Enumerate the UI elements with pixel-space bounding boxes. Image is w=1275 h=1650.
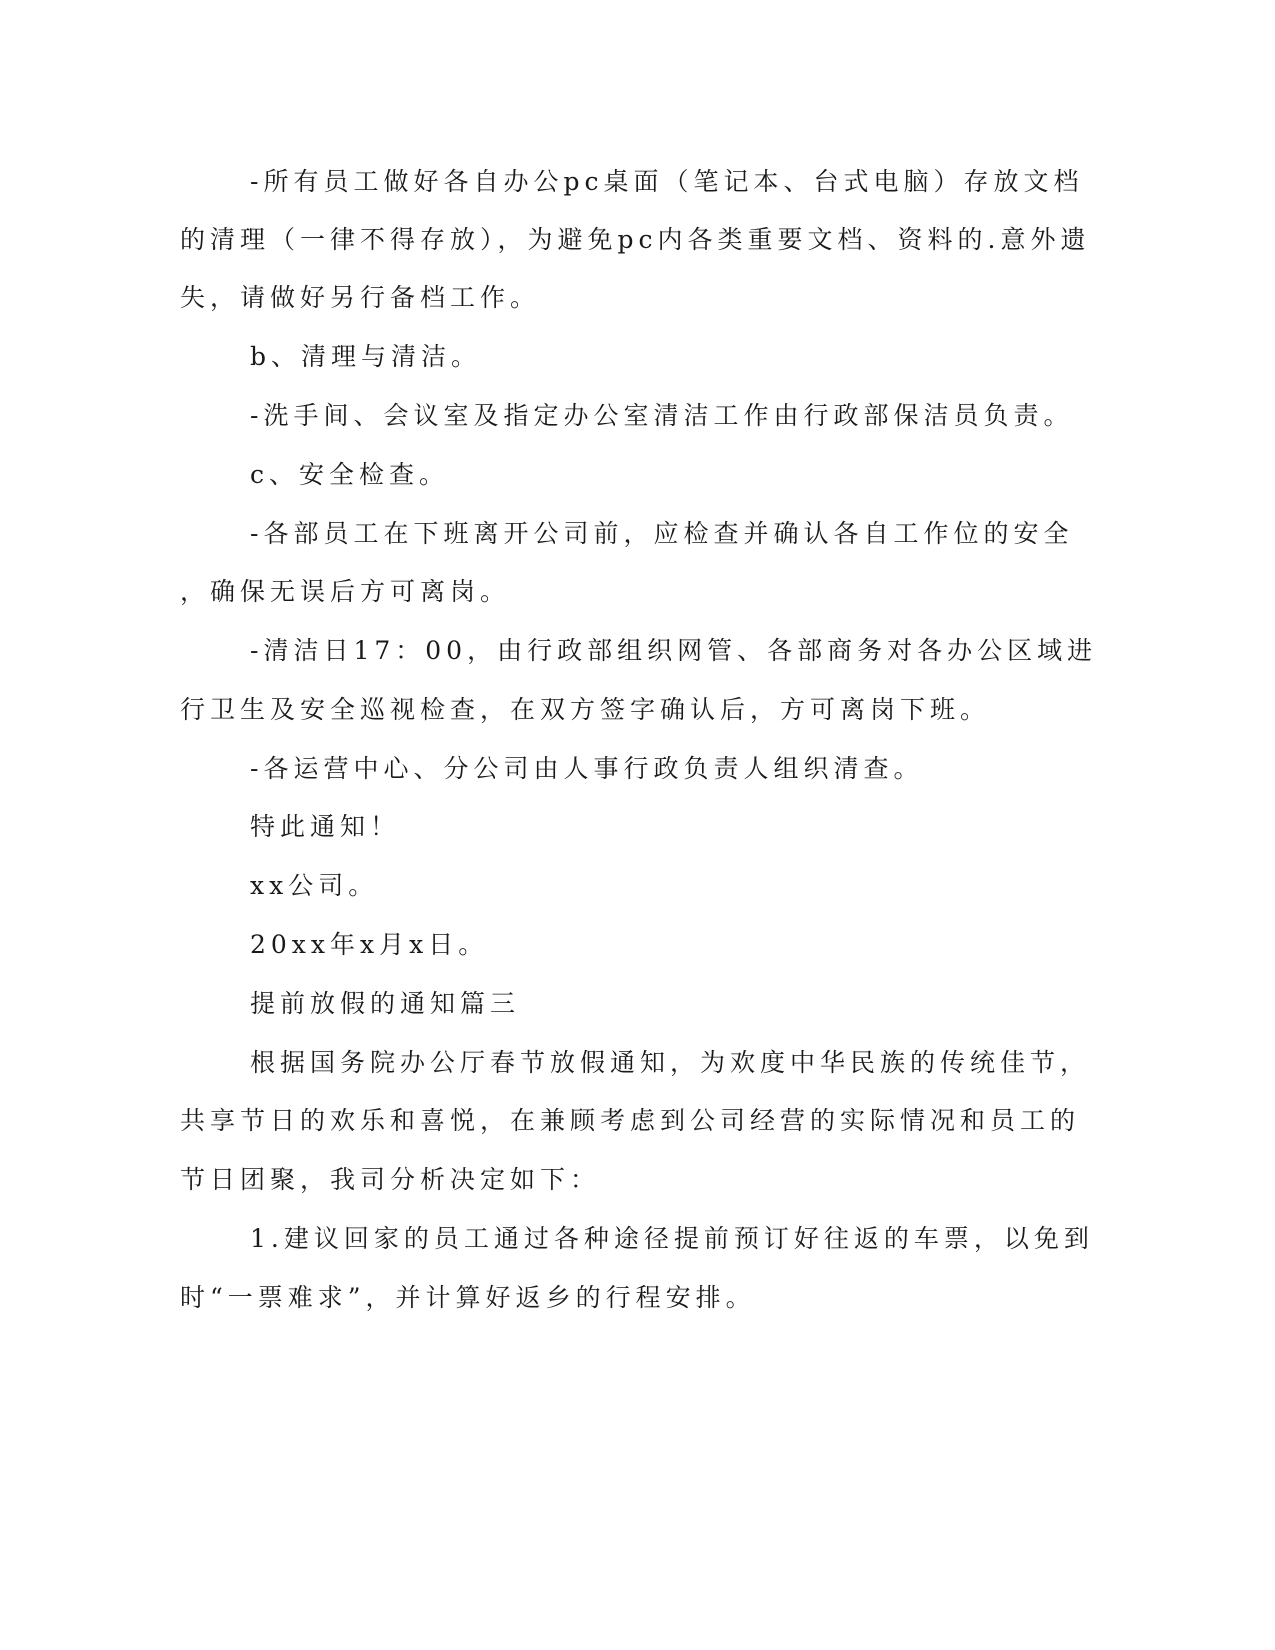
text-line-20: 时“一票难求”，并计算好返乡的行程安排。 (180, 1283, 756, 1312)
text-line-16: 根据国务院办公厅春节放假通知，为欢度中华民族的传统佳节， (250, 1048, 1091, 1077)
text-line-5: -洗手间、会议室及指定办公室清洁工作由行政部保洁员负责。 (250, 401, 1074, 430)
text-line-1: -所有员工做好各自办公pc桌面（笔记本、台式电脑）存放文档 (250, 167, 1084, 196)
text-line-4: b、清理与清洁。 (250, 342, 482, 371)
text-line-17: 共享节日的欢乐和喜悦，在兼顾考虑到公司经营的实际情况和员工的 (180, 1106, 1081, 1135)
text-line-3: 失，请做好另行备档工作。 (180, 283, 541, 312)
text-line-14: 20xx年x月x日。 (250, 930, 489, 959)
text-line-18: 节日团聚，我司分析决定如下： (180, 1165, 601, 1194)
text-line-2: 的清理（一律不得存放），为避免pc内各类重要文档、资料的.意外遗 (180, 225, 1091, 254)
section-heading: 提前放假的通知篇三 (250, 989, 521, 1018)
text-line-8: ，确保无误后方可离岗。 (180, 577, 511, 606)
text-line-11: -各运营中心、分公司由人事行政负责人组织清查。 (250, 754, 924, 783)
text-line-9: -清洁日17：00，由行政部组织网管、各部商务对各办公区域进 (250, 636, 1098, 665)
text-line-7: -各部员工在下班离开公司前，应检查并确认各自工作位的安全 (250, 519, 1074, 548)
text-line-12: 特此通知！ (250, 812, 401, 841)
text-line-10: 行卫生及安全巡视检查，在双方签字确认后，方可离岗下班。 (180, 695, 991, 724)
text-line-19: 1.建议回家的员工通过各种途径提前预订好往返的车票，以免到 (250, 1224, 1094, 1253)
text-line-13: xx公司。 (250, 871, 379, 900)
text-line-6: c、安全检查。 (250, 460, 450, 489)
